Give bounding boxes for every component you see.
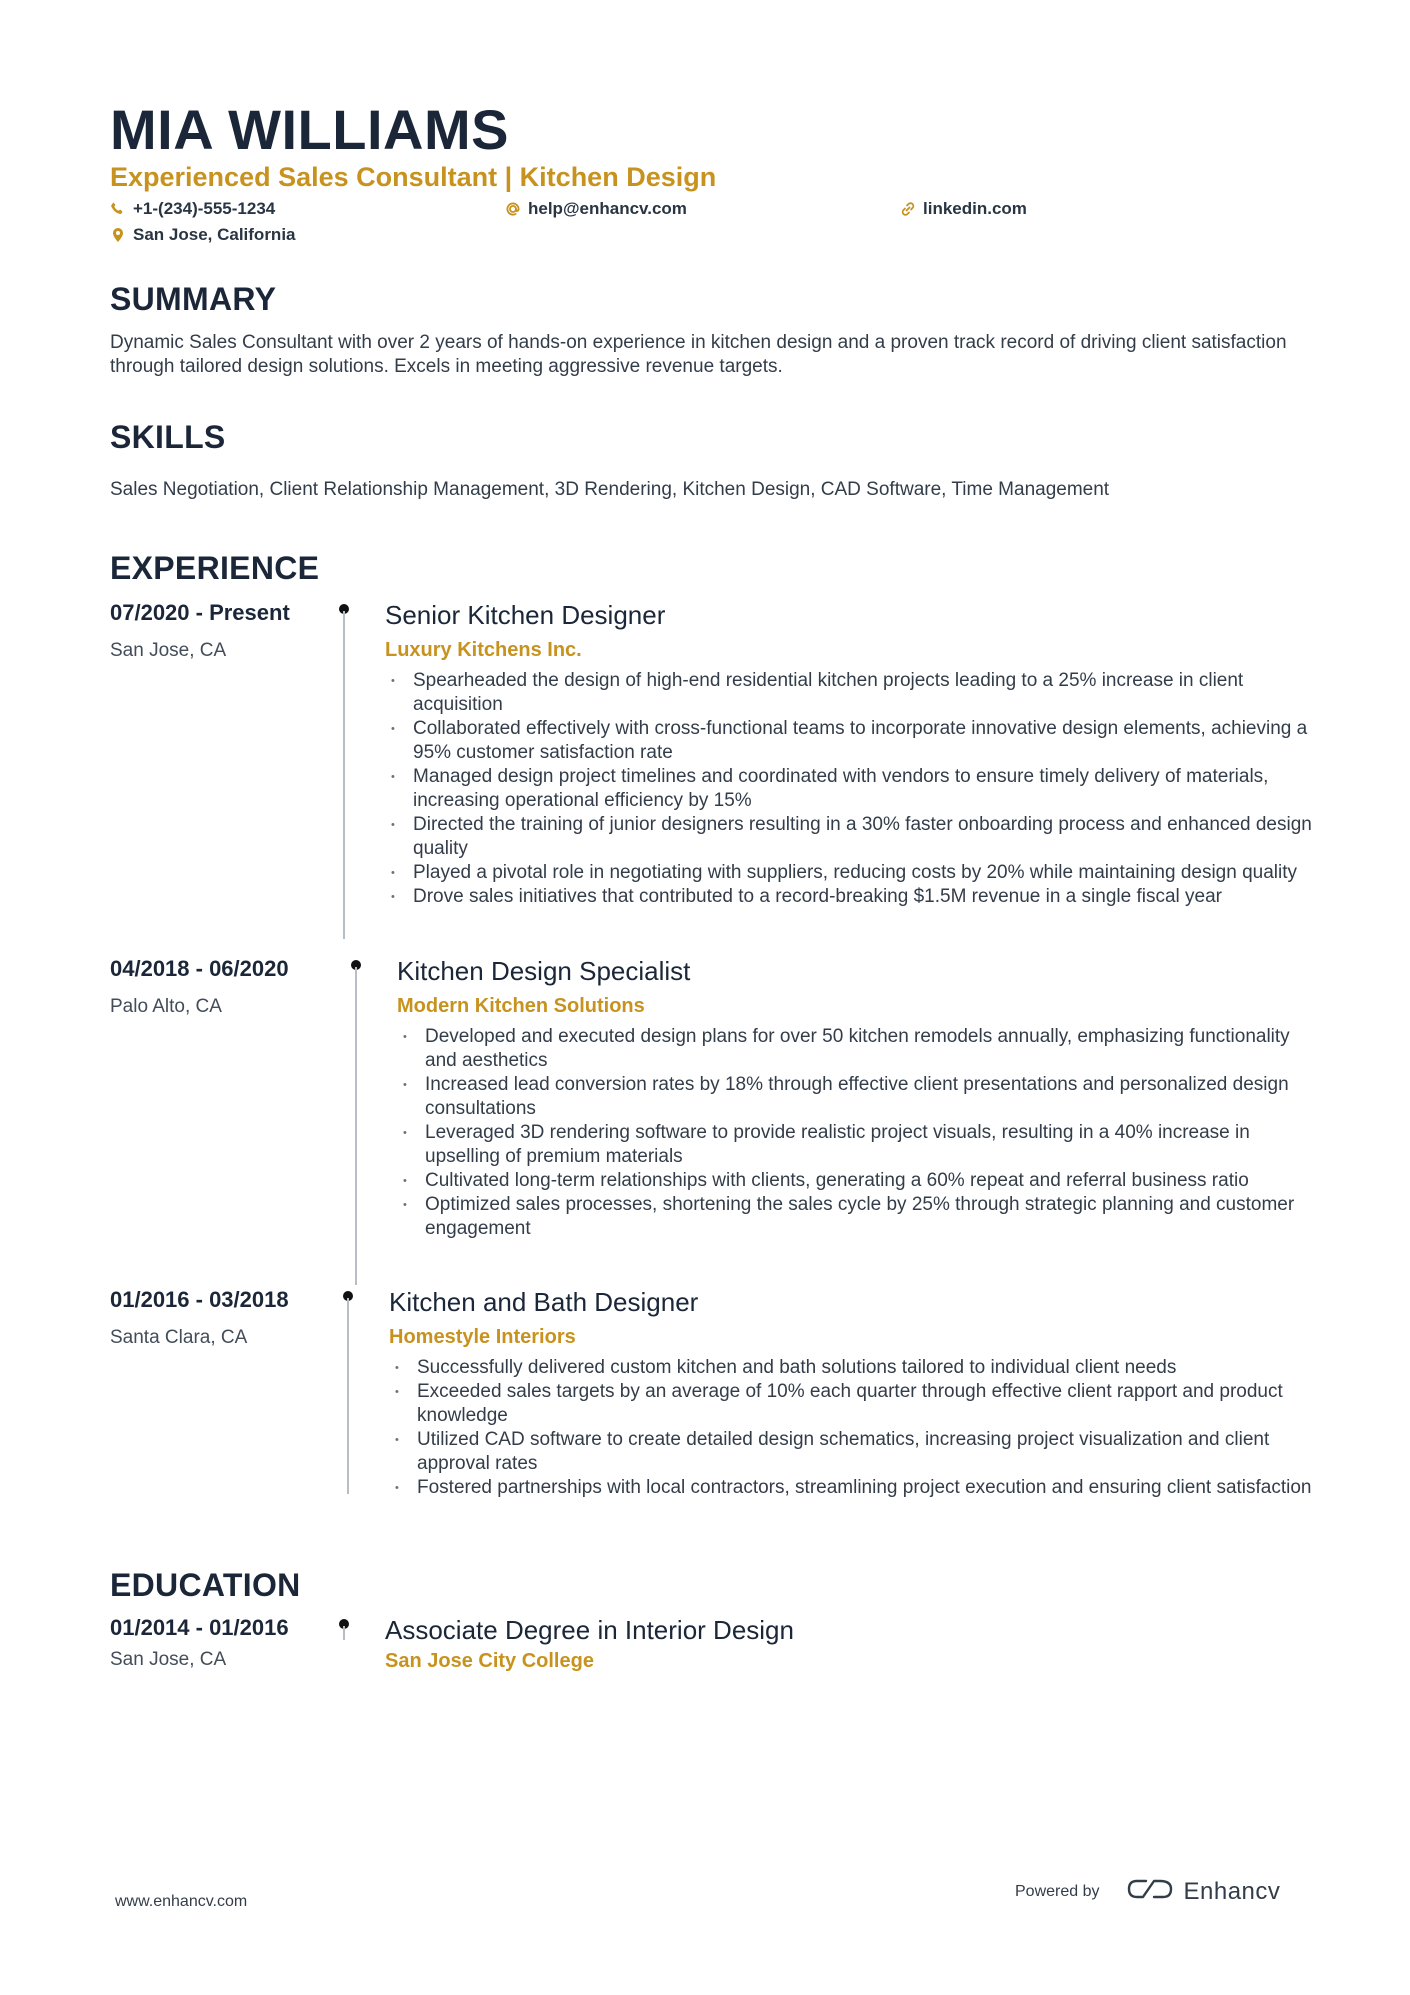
footer-branding[interactable] [1015,1876,1280,1907]
contact-phone[interactable] [110,198,275,220]
experience-bullet: • Collaborated effectively with cross-functional teams to incorporate innovative design elements, achieving a 95% customer satisfaction rate [385,717,1320,765]
experience-bullet: • Increased lead conversion rates by 18% through effective client presentations and personalized design consultations [397,1073,1320,1121]
candidate-name: MIA WILLIAMS [110,98,509,161]
experience-item [110,1286,1320,1546]
education-location: San Jose, CA [110,1649,227,1670]
experience-company: Modern Kitchen Solutions [397,995,645,1017]
experience-bullet: • Managed design project timelines and coordinated with vendors to ensure timely delivery of materials, increasing operational efficiency by 15% [385,765,1320,813]
experience-title: EXPERIENCE [110,550,320,586]
skills-text: Sales Negotiation, Client Relationship Management, 3D Rendering, Kitchen Design, CAD Software, Time Management [110,479,1110,500]
education-item [110,1614,1320,1704]
experience-location: Santa Clara, CA [110,1327,248,1348]
experience-bullet: • Utilized CAD software to create detailed design schematics, increasing project visualization and client approval rates [389,1428,1320,1476]
experience-bullet: • Played a pivotal role in negotiating with suppliers, reducing costs by 20% while maintaining design quality [385,861,1320,885]
experience-bullets [385,669,1320,909]
experience-bullet: • Developed and executed design plans for over 50 kitchen remodels annually, emphasizing functionality and aesthetics [397,1025,1320,1073]
experience-item [110,599,1320,939]
summary-text: Dynamic Sales Consultant with over 2 years of hands-on experience in kitchen design and a proven track record of driving client satisfaction through tailored design solutions. Excels in meeting aggressive revenue targets. [110,332,1287,377]
experience-item [110,955,1320,1275]
enhancv-logo-icon [1126,1876,1174,1907]
experience-location: Palo Alto, CA [110,996,222,1017]
experience-company: Homestyle Interiors [389,1326,576,1348]
candidate-headline: Experienced Sales Consultant | Kitchen Design [110,162,717,192]
experience-location: San Jose, CA [110,640,227,661]
timeline-line [343,611,345,939]
experience-company: Luxury Kitchens Inc. [385,639,582,661]
skills-title: SKILLS [110,419,226,455]
location-pin-icon [110,227,126,243]
contact-email[interactable] [505,198,687,220]
experience-bullet: • Directed the training of junior designers resulting in a 30% faster onboarding process and enhanced design quality [385,813,1320,861]
summary-title: SUMMARY [110,281,277,317]
timeline-line [347,1298,349,1494]
email-text: help@enhancv.com [528,199,687,218]
link-icon [900,201,916,217]
experience-bullet: • Drove sales initiatives that contributed to a record-breaking $1.5M revenue in a single fiscal year [385,885,1320,909]
experience-bullet: • Fostered partnerships with local contractors, streamlining project execution and ensuring client satisfaction [389,1476,1320,1500]
contact-linkedin[interactable] [900,198,1027,220]
experience-role: Kitchen Design Specialist [397,956,691,986]
education-date: 01/2014 - 01/2016 [110,1615,289,1640]
education-school: San Jose City College [385,1650,594,1672]
experience-date: 07/2020 - Present [110,600,290,625]
phone-text: +1-(234)-555-1234 [133,199,276,218]
phone-icon [110,201,126,217]
brand-name: Enhancv [1183,1877,1281,1905]
experience-bullets [397,1025,1320,1241]
experience-bullet: • Optimized sales processes, shortening the sales cycle by 25% through strategic planning and customer engagement [397,1193,1320,1241]
linkedin-text: linkedin.com [923,199,1027,218]
location-text: San Jose, California [133,225,296,244]
education-title: EDUCATION [110,1567,301,1603]
experience-bullet: • Leveraged 3D rendering software to provide realistic project visuals, resulting in a 40% increase in upselling of premium materials [397,1121,1320,1169]
experience-bullet: • Spearheaded the design of high-end residential kitchen projects leading to a 25% increase in client acquisition [385,669,1320,717]
experience-bullet: • Cultivated long-term relationships with clients, generating a 60% repeat and referral business ratio [397,1169,1320,1193]
footer-website[interactable]: www.enhancv.com [115,1893,248,1910]
experience-date: 01/2016 - 03/2018 [110,1287,289,1312]
experience-role: Kitchen and Bath Designer [389,1287,699,1317]
timeline-line [355,967,357,1285]
experience-date: 04/2018 - 06/2020 [110,956,289,981]
education-degree: Associate Degree in Interior Design [385,1615,794,1645]
powered-by-text: Powered by [1015,1882,1100,1900]
timeline-line [343,1626,345,1640]
experience-role: Senior Kitchen Designer [385,600,666,630]
experience-bullets [389,1356,1320,1500]
experience-bullet: • Exceeded sales targets by an average of 10% each quarter through effective client rapport and product knowledge [389,1380,1320,1428]
experience-bullet: • Successfully delivered custom kitchen and bath solutions tailored to individual client needs [389,1356,1320,1380]
contact-location [110,224,296,246]
at-sign-icon [505,201,521,217]
